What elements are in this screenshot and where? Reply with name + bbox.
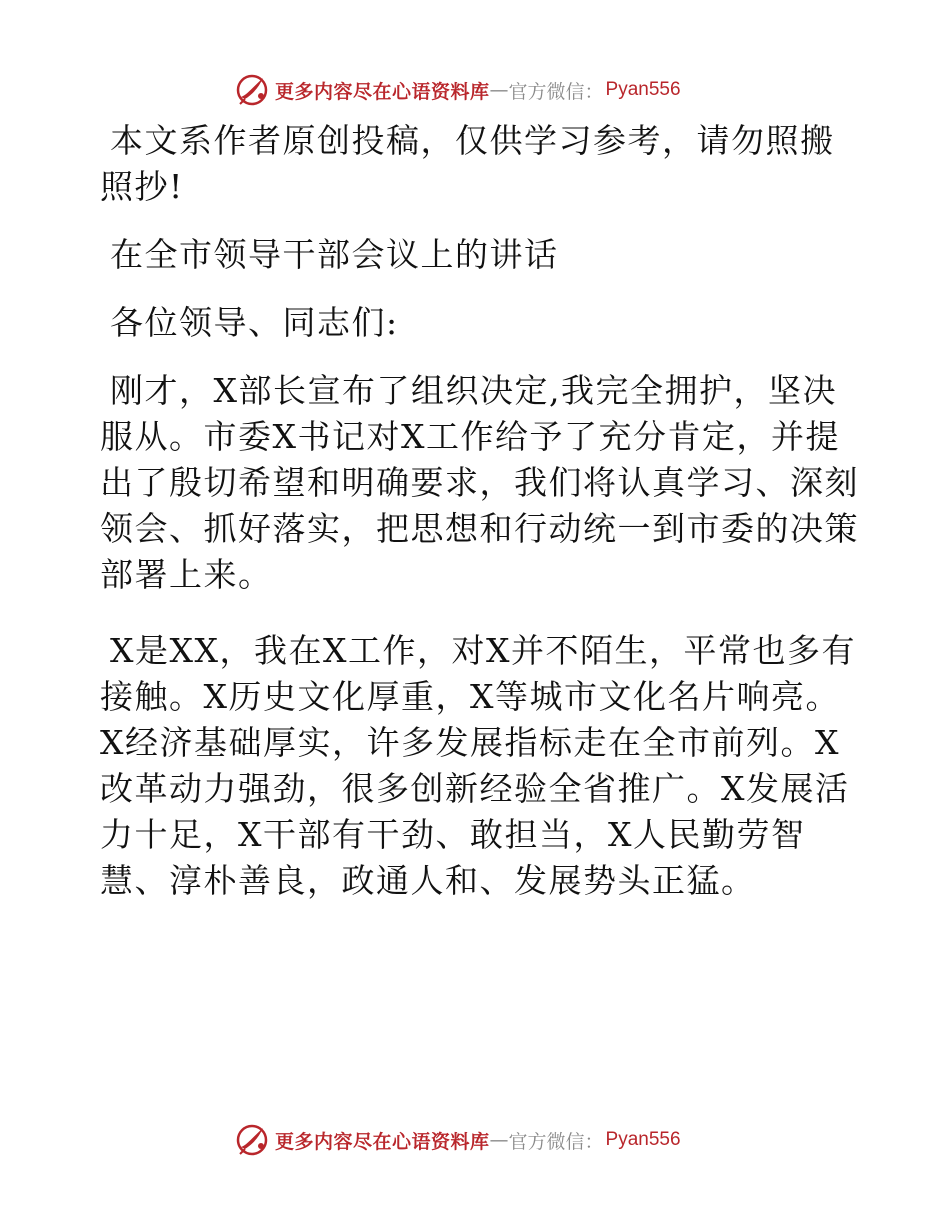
watermark-separator: —	[489, 79, 509, 101]
watermark-wechat-id: Pyan556	[605, 79, 681, 100]
quill-pen-circle-icon	[235, 73, 269, 107]
watermark-slogan: 更多内容尽在心语资料库	[275, 80, 490, 103]
watermark-wechat-id: Pyan556	[605, 1129, 681, 1150]
body-paragraph-2: X是XX，我在X工作，对X并不陌生，平常也多有接触。X历史文化厚重，X等城市文化名片响亮。X经济基础厚实，许多发展指标走在全市前列。X改革动力强劲，很多创新经验全省推广。X发展活力十足，X干部有干劲、敢担当，X人民勤劳智慧、淳朴善良，政通人和、发展势头正猛。	[100, 631, 856, 900]
header-watermark	[235, 72, 681, 108]
copyright-notice: 本文系作者原创投稿，仅供学习参考，请勿照搬照抄!	[100, 121, 835, 206]
watermark-wechat-label: 官方微信：	[508, 1130, 604, 1153]
quill-pen-circle-icon	[235, 1123, 269, 1157]
footer-watermark	[235, 1122, 681, 1158]
watermark-wechat-label: 官方微信：	[508, 80, 604, 103]
document-body	[100, 118, 860, 934]
watermark-slogan: 更多内容尽在心语资料库	[275, 1130, 490, 1153]
speech-title: 在全市领导干部会议上的讲话	[110, 235, 559, 274]
body-paragraph-1: 刚才，X部长宣布了组织决定,我完全拥护，坚决服从。市委X书记对X工作给予了充分肯定，并提出了殷切希望和明确要求，我们将认真学习、深刻领会、抓好落实，把思想和行动统一到市委的决策部署上来。	[100, 371, 859, 594]
watermark-separator: —	[489, 1129, 509, 1151]
salutation: 各位领导、同志们:	[110, 303, 399, 342]
